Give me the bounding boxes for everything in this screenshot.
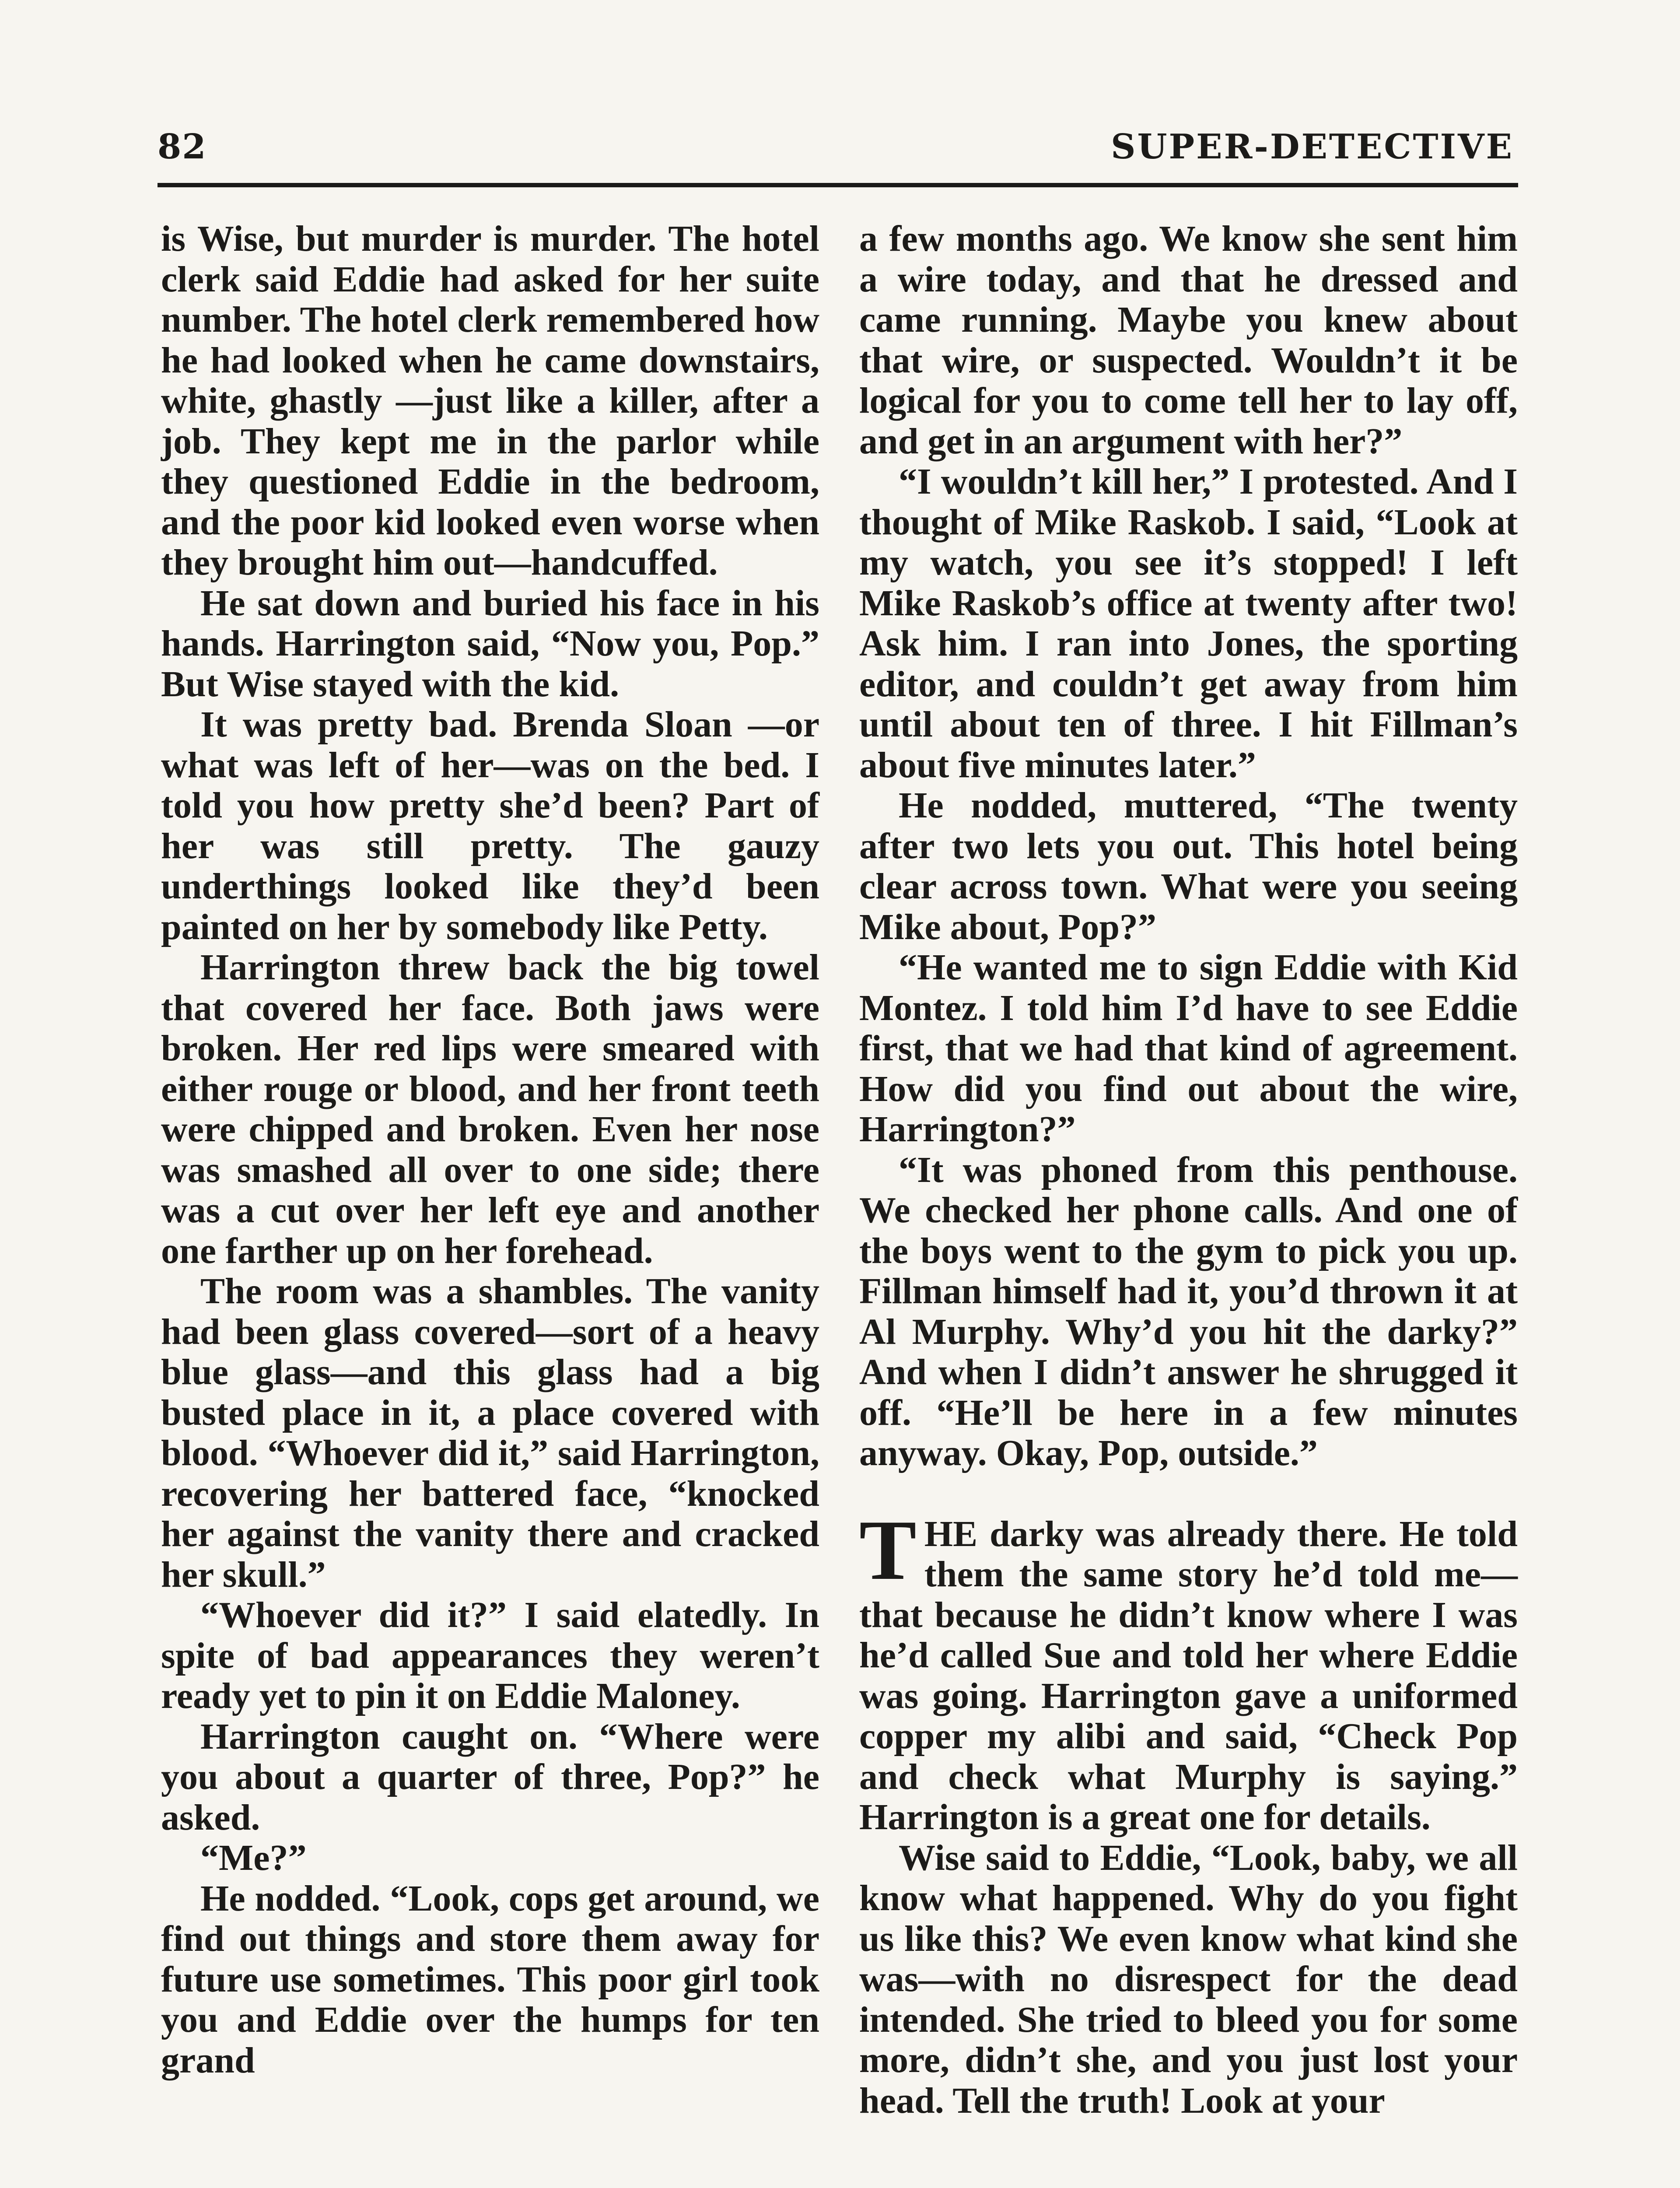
left-column <box>161 219 819 2081</box>
paragraph: He sat down and buried his face in his hands. Harrington said, “Now you, Pop.” But Wise stayed with the kid. <box>161 582 819 705</box>
running-head-title: SUPER-DETECTIVE <box>1111 127 1514 167</box>
paragraph-text: HE darky was already there. He told them the same story he’d told me—that because he didn’t know where I was he’d called Sue and told her where Eddie was going. Harrington gave a uniformed copper my alibi and said, “Check Pop and check what Murphy is saying.” Harrington is a great one for details. <box>859 1513 1518 1837</box>
page-number: 82 <box>158 127 207 167</box>
paragraph: “Me?” <box>200 1837 307 1878</box>
paragraph: Wise said to Eddie, “Look, baby, we all know what happened. Why do you fight us like this? We even know what kind she was—with no disrespect for the dead intended. She tried to bleed you for some more, didn’t she, and you just lost your head. Tell the truth! Look at your <box>859 1837 1518 2121</box>
paragraph: “I wouldn’t kill her,” I protested. And I thought of Mike Raskob. I said, “Look at my watch, you see it’s stopped! I left Mike Raskob’s office at twenty after two! Ask him. I ran into Jones, the sporting editor, and couldn’t get away from him until about ten of three. I hit Fillman’s about five minutes later.” <box>859 461 1518 785</box>
paragraph: Harrington caught on. “Where were you about a quarter of three, Pop?” he asked. <box>161 1716 819 1838</box>
paragraph: “It was phoned from this penthouse. We checked her phone calls. And one of the boys went to the gym to pick you up. Fillman himself had it, you’d thrown it at Al Murphy. Why’d you hit the darky?” And when I didn’t answer he shrugged it off. “He’ll be here in a few minutes anyway. Okay, Pop, outside.” <box>859 1149 1518 1473</box>
right-column <box>859 219 1518 2121</box>
header-rule <box>158 183 1518 187</box>
paragraph: He nodded, muttered, “The twenty after two lets you out. This hotel being clear across town. What were you seeing Mike about, Pop?” <box>859 785 1518 947</box>
paragraph: He nodded. “Look, cops get around, we find out things and store them away for future use sometimes. This poor girl took you and Eddie over the humps for ten grand <box>161 1878 819 2081</box>
section-opening-paragraph <box>859 1502 1518 1838</box>
paragraph: is Wise, but murder is murder. The hotel clerk said Eddie had asked for her suite number. The hotel clerk remembered how he had looked when he came downstairs, white, ghastly —just like a killer, after a job. They kept me in the parlor while they questioned Eddie in the bedroom, and the poor kid looked even worse when they brought him out—handcuffed. <box>161 218 819 583</box>
paragraph: a few months ago. We know she sent him a wire today, and that he dressed and came running. Maybe you knew about that wire, or suspected. Wouldn’t it be logical for you to come tell her to lay off, and get in an argument with her?” <box>859 218 1518 462</box>
paragraph: “He wanted me to sign Eddie with Kid Montez. I told him I’d have to see Eddie first, that we had that kind of agreement. How did you find out about the wire, Harrington?” <box>859 947 1518 1150</box>
paragraph: “Whoever did it?” I said elatedly. In spite of bad appearances they weren’t ready yet to pin it on Eddie Maloney. <box>161 1595 819 1716</box>
paragraph: The room was a shambles. The vanity had been glass covered—sort of a heavy blue glass—and this glass had a big busted place in it, a place covered with blood. “Whoever did it,” said Harrington, recovering her battered face, “knocked her against the vanity there and cracked her skull.” <box>161 1271 819 1595</box>
paragraph: Harrington threw back the big towel that covered her face. Both jaws were broken. Her red lips were smeared with either rouge or blood, and her front teeth were chipped and broken. Even her nose was smashed all over to one side; there was a cut over her left eye and another one farther up on her forehead. <box>161 947 819 1271</box>
paragraph: It was pretty bad. Brenda Sloan —or what was left of her—was on the bed. I told you how pretty she’d been? Part of her was still pretty. The gauzy underthings looked like they’d been painted on her by somebody like Petty. <box>161 704 819 947</box>
drop-cap: T <box>859 1502 917 1598</box>
